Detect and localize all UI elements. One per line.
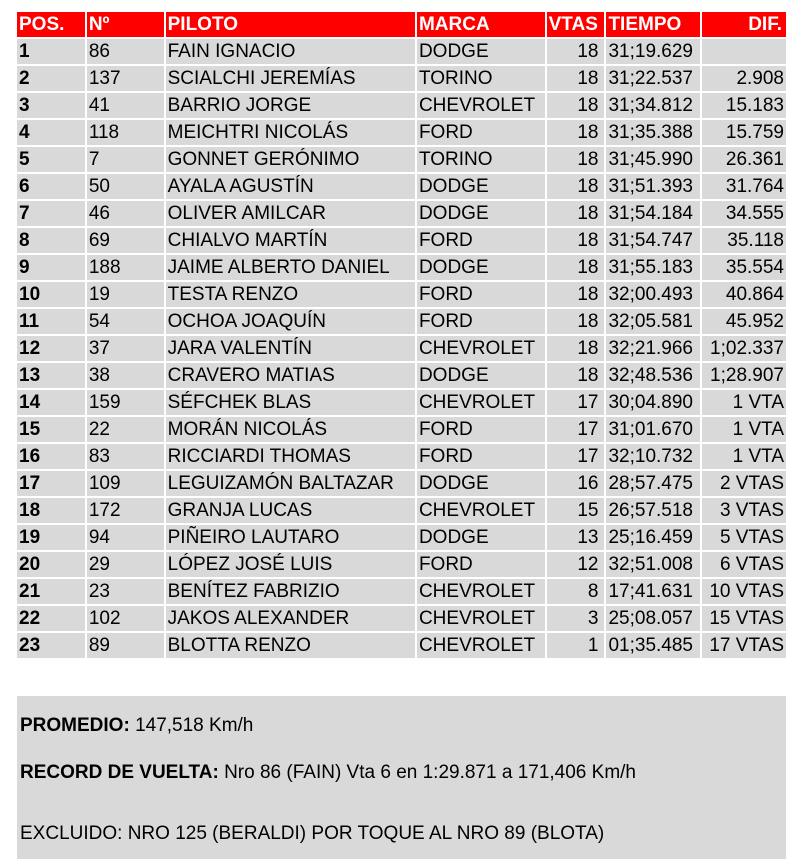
cell-num: 23 <box>87 579 164 604</box>
table-row <box>17 606 786 633</box>
cell-tiempo: 26;57.518 <box>606 498 700 523</box>
cell-pos: 19 <box>17 525 85 550</box>
table-row <box>17 147 786 174</box>
header-tiempo: TIEMPO <box>606 12 700 37</box>
cell-piloto: OLIVER AMILCAR <box>166 201 415 226</box>
cell-vtas: 18 <box>547 255 605 280</box>
cell-num: 46 <box>87 201 164 226</box>
table-row <box>17 255 786 282</box>
cell-dif: 35.554 <box>702 255 786 280</box>
cell-pos: 21 <box>17 579 85 604</box>
header-vtas: VTAS <box>547 12 605 37</box>
cell-vtas: 1 <box>547 633 605 658</box>
cell-piloto: JAIME ALBERTO DANIEL <box>166 255 415 280</box>
cell-dif: 17 VTAS <box>702 633 786 658</box>
cell-piloto: TESTA RENZO <box>166 282 415 307</box>
record-line <box>20 762 636 784</box>
table-row <box>17 417 786 444</box>
cell-num: 188 <box>87 255 164 280</box>
cell-num: 118 <box>87 120 164 145</box>
cell-vtas: 13 <box>547 525 605 550</box>
cell-tiempo: 31;01.670 <box>606 417 700 442</box>
cell-tiempo: 31;55.183 <box>606 255 700 280</box>
cell-pos: 22 <box>17 606 85 631</box>
cell-piloto: LÓPEZ JOSÉ LUIS <box>166 552 415 577</box>
cell-pos: 16 <box>17 444 85 469</box>
cell-num: 38 <box>87 363 164 388</box>
cell-dif: 15.183 <box>702 93 786 118</box>
cell-vtas: 18 <box>547 147 605 172</box>
cell-tiempo: 30;04.890 <box>606 390 700 415</box>
cell-marca: FORD <box>417 417 545 442</box>
cell-piloto: OCHOA JOAQUÍN <box>166 309 415 334</box>
cell-piloto: PIÑEIRO LAUTARO <box>166 525 415 550</box>
cell-piloto: RICCIARDI THOMAS <box>166 444 415 469</box>
cell-marca: CHEVROLET <box>417 498 545 523</box>
cell-vtas: 17 <box>547 444 605 469</box>
cell-vtas: 18 <box>547 120 605 145</box>
cell-num: 172 <box>87 498 164 523</box>
cell-vtas: 12 <box>547 552 605 577</box>
cell-marca: DODGE <box>417 201 545 226</box>
promedio-line <box>20 715 253 737</box>
cell-vtas: 18 <box>547 66 605 91</box>
cell-tiempo: 28;57.475 <box>606 471 700 496</box>
table-row <box>17 552 786 579</box>
record-value: Nro 86 (FAIN) Vta 6 en 1:29.871 a 171,406 Km/h <box>224 762 636 783</box>
cell-dif: 1 VTA <box>702 444 786 469</box>
cell-num: 86 <box>87 39 164 64</box>
cell-tiempo: 31;54.184 <box>606 201 700 226</box>
cell-tiempo: 31;51.393 <box>606 174 700 199</box>
cell-dif: 31.764 <box>702 174 786 199</box>
cell-marca: CHEVROLET <box>417 579 545 604</box>
cell-marca: DODGE <box>417 525 545 550</box>
cell-vtas: 3 <box>547 606 605 631</box>
cell-tiempo: 31;19.629 <box>606 39 700 64</box>
cell-piloto: MEICHTRI NICOLÁS <box>166 120 415 145</box>
cell-dif: 5 VTAS <box>702 525 786 550</box>
cell-dif: 6 VTAS <box>702 552 786 577</box>
results-table <box>17 12 786 660</box>
cell-pos: 9 <box>17 255 85 280</box>
cell-pos: 10 <box>17 282 85 307</box>
cell-vtas: 16 <box>547 471 605 496</box>
cell-vtas: 18 <box>547 336 605 361</box>
cell-pos: 6 <box>17 174 85 199</box>
table-row <box>17 309 786 336</box>
cell-dif: 40.864 <box>702 282 786 307</box>
cell-pos: 2 <box>17 66 85 91</box>
header-dif: DIF. <box>702 12 786 37</box>
cell-tiempo: 31;35.388 <box>606 120 700 145</box>
table-header <box>17 12 786 39</box>
cell-marca: CHEVROLET <box>417 633 545 658</box>
cell-marca: CHEVROLET <box>417 336 545 361</box>
table-row <box>17 444 786 471</box>
table-row <box>17 282 786 309</box>
cell-pos: 13 <box>17 363 85 388</box>
header-piloto: PILOTO <box>166 12 415 37</box>
cell-num: 50 <box>87 174 164 199</box>
cell-dif: 1;28.907 <box>702 363 786 388</box>
cell-pos: 3 <box>17 93 85 118</box>
cell-vtas: 17 <box>547 417 605 442</box>
cell-dif: 45.952 <box>702 309 786 334</box>
cell-marca: DODGE <box>417 363 545 388</box>
cell-pos: 5 <box>17 147 85 172</box>
cell-marca: DODGE <box>417 174 545 199</box>
cell-dif: 15.759 <box>702 120 786 145</box>
cell-pos: 23 <box>17 633 85 658</box>
cell-piloto: GONNET GERÓNIMO <box>166 147 415 172</box>
cell-pos: 18 <box>17 498 85 523</box>
cell-marca: FORD <box>417 444 545 469</box>
cell-tiempo: 25;08.057 <box>606 606 700 631</box>
table-row <box>17 579 786 606</box>
table-row <box>17 390 786 417</box>
cell-piloto: CHIALVO MARTÍN <box>166 228 415 253</box>
cell-dif <box>702 39 786 64</box>
cell-dif: 1 VTA <box>702 417 786 442</box>
cell-tiempo: 32;10.732 <box>606 444 700 469</box>
cell-piloto: MORÁN NICOLÁS <box>166 417 415 442</box>
cell-num: 83 <box>87 444 164 469</box>
cell-marca: FORD <box>417 309 545 334</box>
excluido-note: EXCLUIDO: NRO 125 (BERALDI) POR TOQUE AL NRO 89 (BLOTA) <box>20 823 605 844</box>
cell-piloto: FAIN IGNACIO <box>166 39 415 64</box>
cell-piloto: SÉFCHEK BLAS <box>166 390 415 415</box>
table-row <box>17 66 786 93</box>
table-row <box>17 39 786 66</box>
table-row <box>17 498 786 525</box>
table-row <box>17 525 786 552</box>
cell-marca: FORD <box>417 120 545 145</box>
cell-piloto: BENÍTEZ FABRIZIO <box>166 579 415 604</box>
cell-piloto: AYALA AGUSTÍN <box>166 174 415 199</box>
cell-tiempo: 17;41.631 <box>606 579 700 604</box>
cell-pos: 4 <box>17 120 85 145</box>
cell-num: 54 <box>87 309 164 334</box>
cell-pos: 17 <box>17 471 85 496</box>
cell-pos: 12 <box>17 336 85 361</box>
cell-piloto: CRAVERO MATIAS <box>166 363 415 388</box>
cell-pos: 14 <box>17 390 85 415</box>
cell-marca: DODGE <box>417 39 545 64</box>
table-row <box>17 471 786 498</box>
cell-num: 94 <box>87 525 164 550</box>
cell-num: 159 <box>87 390 164 415</box>
cell-dif: 2 VTAS <box>702 471 786 496</box>
cell-piloto: JARA VALENTÍN <box>166 336 415 361</box>
header-num: Nº <box>87 12 164 37</box>
cell-dif: 1 VTA <box>702 390 786 415</box>
cell-tiempo: 32;00.493 <box>606 282 700 307</box>
cell-marca: FORD <box>417 282 545 307</box>
cell-num: 7 <box>87 147 164 172</box>
cell-vtas: 18 <box>547 363 605 388</box>
table-row <box>17 363 786 390</box>
cell-vtas: 15 <box>547 498 605 523</box>
cell-num: 69 <box>87 228 164 253</box>
cell-dif: 34.555 <box>702 201 786 226</box>
cell-piloto: JAKOS ALEXANDER <box>166 606 415 631</box>
promedio-label: PROMEDIO: <box>20 715 130 736</box>
cell-marca: CHEVROLET <box>417 606 545 631</box>
cell-piloto: BLOTTA RENZO <box>166 633 415 658</box>
cell-marca: FORD <box>417 552 545 577</box>
table-row <box>17 336 786 363</box>
table-row <box>17 228 786 255</box>
cell-num: 29 <box>87 552 164 577</box>
cell-piloto: LEGUIZAMÓN BALTAZAR <box>166 471 415 496</box>
cell-vtas: 18 <box>547 39 605 64</box>
cell-piloto: SCIALCHI JEREMÍAS <box>166 66 415 91</box>
cell-vtas: 18 <box>547 201 605 226</box>
cell-vtas: 18 <box>547 309 605 334</box>
header-marca: MARCA <box>417 12 545 37</box>
race-summary <box>17 696 786 859</box>
cell-num: 137 <box>87 66 164 91</box>
cell-piloto: BARRIO JORGE <box>166 93 415 118</box>
cell-tiempo: 32;21.966 <box>606 336 700 361</box>
cell-num: 41 <box>87 93 164 118</box>
cell-pos: 7 <box>17 201 85 226</box>
cell-num: 109 <box>87 471 164 496</box>
cell-tiempo: 25;16.459 <box>606 525 700 550</box>
cell-marca: DODGE <box>417 255 545 280</box>
cell-tiempo: 01;35.485 <box>606 633 700 658</box>
promedio-value: 147,518 Km/h <box>135 715 254 736</box>
cell-vtas: 18 <box>547 282 605 307</box>
cell-vtas: 8 <box>547 579 605 604</box>
cell-dif: 1;02.337 <box>702 336 786 361</box>
cell-vtas: 17 <box>547 390 605 415</box>
cell-num: 102 <box>87 606 164 631</box>
cell-marca: TORINO <box>417 66 545 91</box>
header-pos: POS. <box>17 12 85 37</box>
cell-num: 37 <box>87 336 164 361</box>
cell-dif: 3 VTAS <box>702 498 786 523</box>
cell-dif: 15 VTAS <box>702 606 786 631</box>
cell-vtas: 18 <box>547 93 605 118</box>
cell-tiempo: 31;34.812 <box>606 93 700 118</box>
cell-dif: 26.361 <box>702 147 786 172</box>
cell-pos: 8 <box>17 228 85 253</box>
table-row <box>17 120 786 147</box>
cell-tiempo: 31;22.537 <box>606 66 700 91</box>
cell-dif: 2.908 <box>702 66 786 91</box>
cell-vtas: 18 <box>547 174 605 199</box>
cell-tiempo: 31;54.747 <box>606 228 700 253</box>
table-row <box>17 633 786 660</box>
cell-tiempo: 31;45.990 <box>606 147 700 172</box>
table-body <box>17 39 786 660</box>
table-row <box>17 174 786 201</box>
table-row <box>17 93 786 120</box>
cell-dif: 35.118 <box>702 228 786 253</box>
cell-dif: 10 VTAS <box>702 579 786 604</box>
cell-marca: FORD <box>417 228 545 253</box>
cell-pos: 20 <box>17 552 85 577</box>
cell-marca: DODGE <box>417 471 545 496</box>
cell-pos: 15 <box>17 417 85 442</box>
cell-pos: 1 <box>17 39 85 64</box>
cell-marca: CHEVROLET <box>417 93 545 118</box>
cell-tiempo: 32;51.008 <box>606 552 700 577</box>
cell-piloto: GRANJA LUCAS <box>166 498 415 523</box>
cell-tiempo: 32;05.581 <box>606 309 700 334</box>
cell-marca: CHEVROLET <box>417 390 545 415</box>
cell-num: 22 <box>87 417 164 442</box>
cell-vtas: 18 <box>547 228 605 253</box>
cell-num: 89 <box>87 633 164 658</box>
table-row <box>17 201 786 228</box>
record-label: RECORD DE VUELTA: <box>20 762 219 783</box>
cell-marca: TORINO <box>417 147 545 172</box>
cell-pos: 11 <box>17 309 85 334</box>
cell-tiempo: 32;48.536 <box>606 363 700 388</box>
cell-num: 19 <box>87 282 164 307</box>
